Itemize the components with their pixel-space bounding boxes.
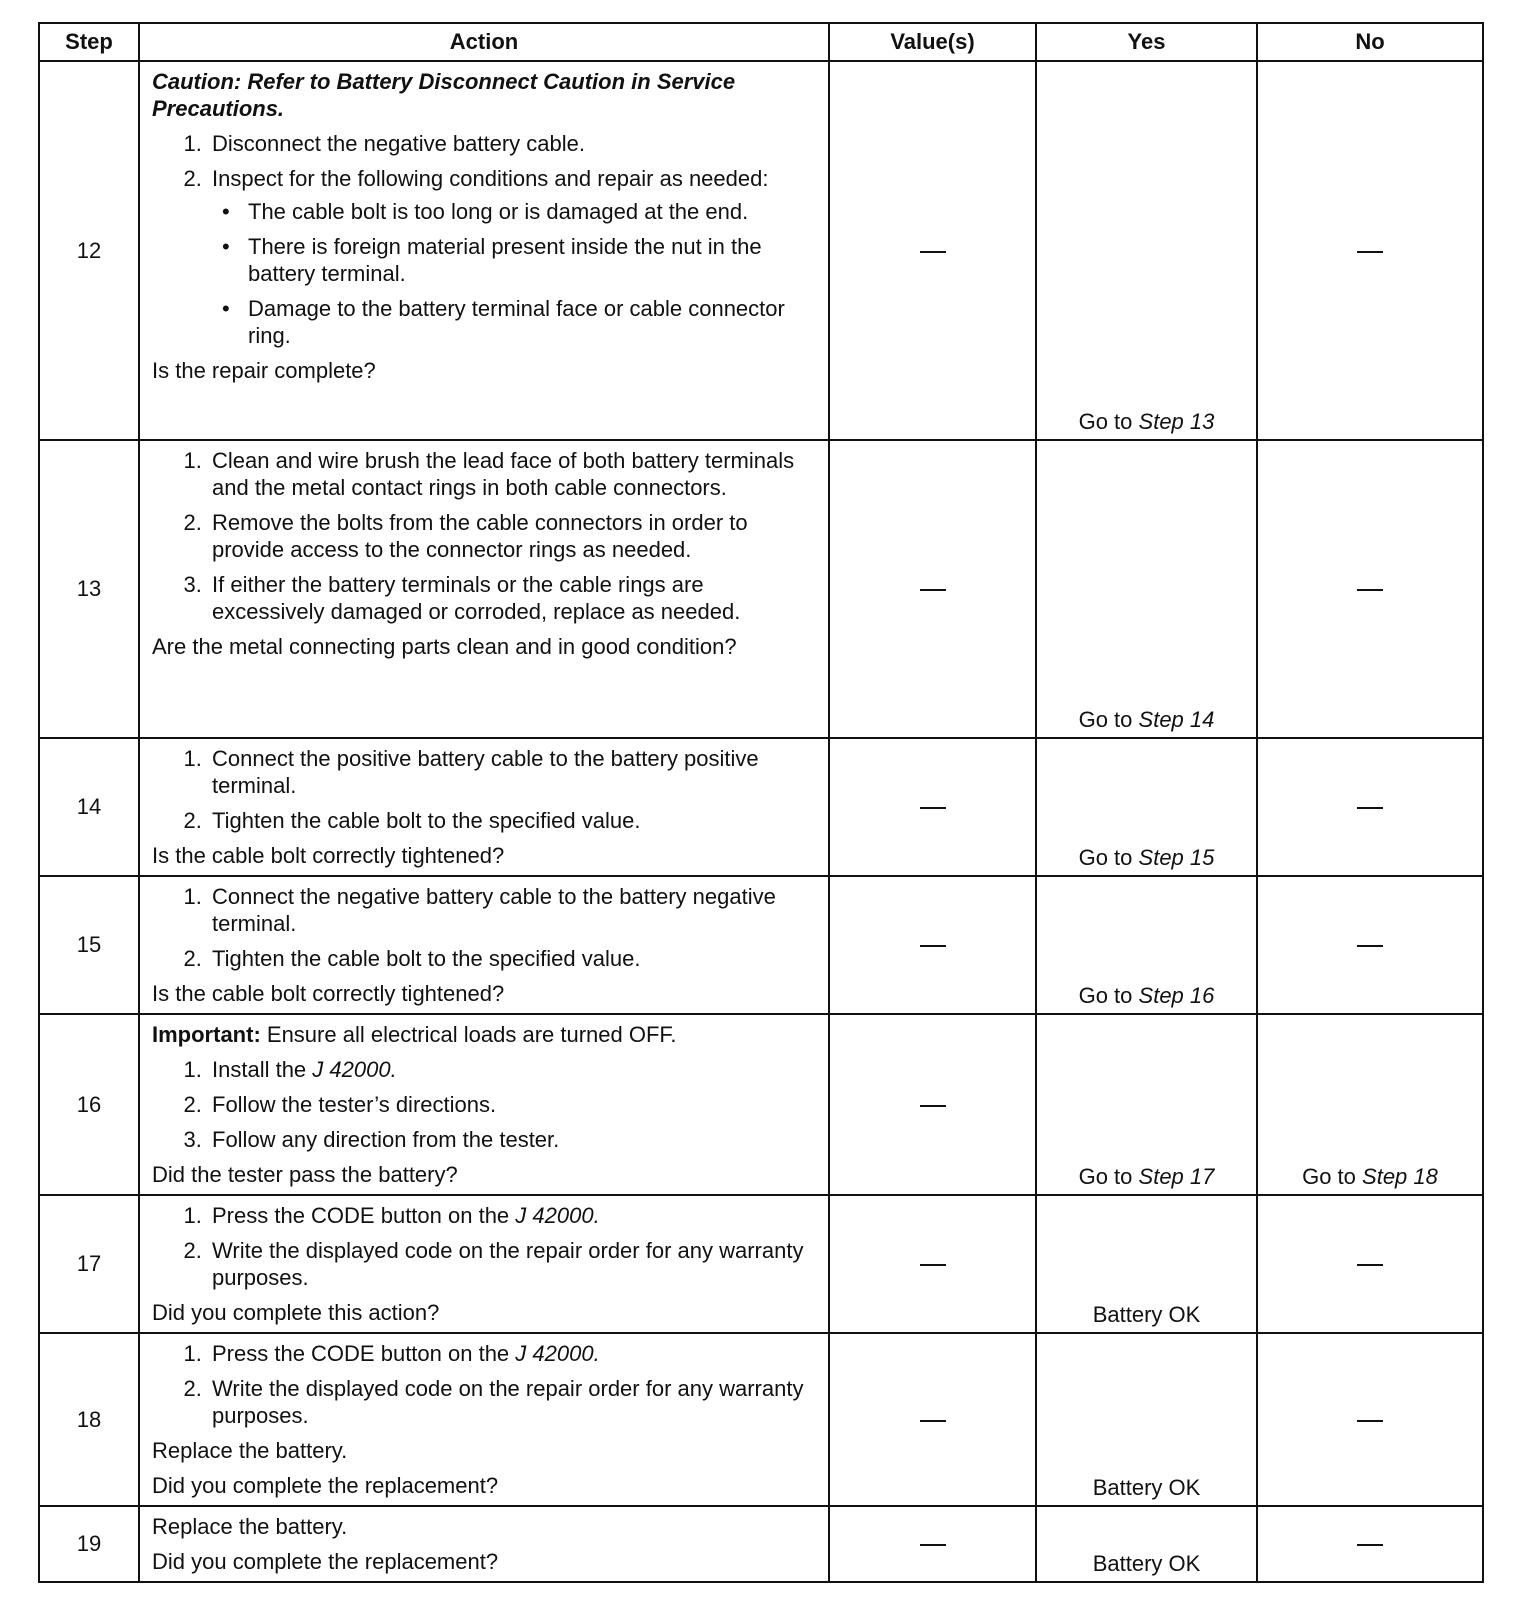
question: Did the tester pass the battery? xyxy=(152,1162,458,1187)
caution-note: Caution: Refer to Battery Disconnect Caution in Service Precautions. xyxy=(152,69,736,121)
action-cell xyxy=(139,440,829,738)
important-label: Important: xyxy=(152,1022,261,1047)
tool-name: J 42000. xyxy=(312,1057,397,1082)
result-text: Battery OK xyxy=(1092,1475,1201,1500)
header-values: Value(s) xyxy=(829,23,1036,61)
action-item: 2. Tighten the cable bolt to the specified value. xyxy=(208,945,818,972)
step-word: Step xyxy=(1138,1164,1184,1189)
dash-mark xyxy=(920,1264,946,1266)
dash-mark xyxy=(920,1105,946,1107)
action-cell xyxy=(139,1014,829,1195)
question: Did you complete the replacement? xyxy=(152,1473,499,1498)
yes-cell xyxy=(1036,1506,1257,1582)
dash-mark xyxy=(920,807,946,809)
question: Is the cable bolt correctly tightened? xyxy=(152,981,505,1006)
action-item xyxy=(208,1340,818,1367)
goto-step: 17 xyxy=(1189,1164,1215,1189)
yes-cell xyxy=(1036,1014,1257,1195)
action-item: 2. Remove the bolts from the cable connectors in order to provide access to the connector rings as needed. xyxy=(208,509,818,563)
step-number: 19 xyxy=(39,1506,139,1582)
header-no: No xyxy=(1257,23,1483,61)
action-item: 1. Connect the positive battery cable to the battery positive terminal. xyxy=(208,745,818,799)
yes-cell xyxy=(1036,61,1257,440)
step-number: 17 xyxy=(39,1195,139,1333)
action-item: 3. Follow any direction from the tester. xyxy=(208,1126,818,1153)
no-cell xyxy=(1257,61,1483,440)
table-row-step-19 xyxy=(39,1506,1483,1582)
action-item-text: Inspect for the following conditions and repair as needed: xyxy=(212,166,769,191)
action-item-text: Install the xyxy=(212,1057,307,1082)
step-number: 12 xyxy=(39,61,139,440)
value-cell xyxy=(829,738,1036,876)
table-row-step-18 xyxy=(39,1333,1483,1506)
value-cell xyxy=(829,440,1036,738)
goto-step: 16 xyxy=(1189,983,1215,1008)
step-number: 14 xyxy=(39,738,139,876)
question: Did you complete this action? xyxy=(152,1300,440,1325)
table-row-step-17 xyxy=(39,1195,1483,1333)
dash-mark xyxy=(1357,807,1383,809)
table-row-step-14 xyxy=(39,738,1483,876)
action-line: Replace the battery. xyxy=(152,1438,348,1463)
goto-text: Go to xyxy=(1078,1164,1133,1189)
no-cell xyxy=(1257,876,1483,1014)
action-list xyxy=(152,883,818,972)
goto-text: Go to xyxy=(1302,1164,1356,1189)
no-cell xyxy=(1257,440,1483,738)
goto-text: Go to xyxy=(1078,983,1133,1008)
action-item xyxy=(208,165,818,349)
header-row xyxy=(39,23,1483,61)
action-item-text: Press the CODE button on the xyxy=(212,1203,510,1228)
table-row-step-15 xyxy=(39,876,1483,1014)
action-item: 1. Clean and wire brush the lead face of both battery terminals and the metal contact rings in both cable connectors. xyxy=(208,447,818,501)
action-cell xyxy=(139,1506,829,1582)
no-cell xyxy=(1257,1506,1483,1582)
no-cell xyxy=(1257,1333,1483,1506)
action-line: Replace the battery. xyxy=(152,1514,348,1539)
header-action: Action xyxy=(139,23,829,61)
dash-mark xyxy=(1357,251,1383,253)
result-text: Battery OK xyxy=(1092,1302,1201,1327)
table-row-step-13 xyxy=(39,440,1483,738)
action-item: 1. Disconnect the negative battery cable. xyxy=(208,130,818,157)
value-cell xyxy=(829,1014,1036,1195)
table-row-step-12 xyxy=(39,61,1483,440)
table-row-step-16 xyxy=(39,1014,1483,1195)
step-word: Step xyxy=(1138,409,1184,434)
yes-cell xyxy=(1036,738,1257,876)
dash-mark xyxy=(1357,589,1383,591)
action-item: 1. Connect the negative battery cable to the battery negative terminal. xyxy=(208,883,818,937)
question: Is the repair complete? xyxy=(152,358,376,383)
dash-mark xyxy=(1357,1420,1383,1422)
yes-cell xyxy=(1036,1333,1257,1506)
value-cell xyxy=(829,61,1036,440)
tool-name: J 42000. xyxy=(515,1341,600,1366)
yes-cell xyxy=(1036,1195,1257,1333)
header-step: Step xyxy=(39,23,139,61)
condition-item: • Damage to the battery terminal face or cable connector ring. xyxy=(244,295,818,349)
no-cell xyxy=(1257,1014,1483,1195)
value-cell xyxy=(829,876,1036,1014)
action-list xyxy=(152,1202,818,1291)
goto-step: 15 xyxy=(1189,845,1215,870)
step-word: Step xyxy=(1138,983,1184,1008)
diagnostic-table-page xyxy=(38,22,1482,1583)
action-list xyxy=(152,447,818,625)
dash-mark xyxy=(920,251,946,253)
step-number: 16 xyxy=(39,1014,139,1195)
step-number: 18 xyxy=(39,1333,139,1506)
step-number: 13 xyxy=(39,440,139,738)
action-item: 2. Tighten the cable bolt to the specified value. xyxy=(208,807,818,834)
step-word: Step xyxy=(1138,845,1184,870)
goto-text: Go to xyxy=(1078,845,1133,870)
action-item: 2. Write the displayed code on the repair order for any warranty purposes. xyxy=(208,1375,818,1429)
dash-mark xyxy=(920,1544,946,1546)
goto-text: Go to xyxy=(1078,409,1133,434)
no-cell xyxy=(1257,738,1483,876)
value-cell xyxy=(829,1506,1036,1582)
action-item-text: Press the CODE button on the xyxy=(212,1341,510,1366)
question: Did you complete the replacement? xyxy=(152,1549,499,1574)
action-list xyxy=(152,745,818,834)
step-word: Step xyxy=(1362,1164,1408,1189)
action-cell xyxy=(139,61,829,440)
tool-name: J 42000. xyxy=(515,1203,600,1228)
yes-cell xyxy=(1036,440,1257,738)
action-item: 3. If either the battery terminals or the cable rings are excessively damaged or corroded, replace as needed. xyxy=(208,571,818,625)
goto-text: Go to xyxy=(1078,707,1133,732)
condition-list xyxy=(212,198,818,349)
dash-mark xyxy=(920,589,946,591)
question: Is the cable bolt correctly tightened? xyxy=(152,843,505,868)
dash-mark xyxy=(1357,1264,1383,1266)
step-word: Step xyxy=(1138,707,1184,732)
action-cell xyxy=(139,876,829,1014)
action-cell xyxy=(139,738,829,876)
action-list xyxy=(152,130,818,349)
dash-mark xyxy=(1357,1544,1383,1546)
question: Are the metal connecting parts clean and in good condition? xyxy=(152,634,737,659)
header-yes: Yes xyxy=(1036,23,1257,61)
important-text: Ensure all electrical loads are turned OFF. xyxy=(266,1022,677,1047)
action-list xyxy=(152,1340,818,1429)
no-cell xyxy=(1257,1195,1483,1333)
dash-mark xyxy=(920,1420,946,1422)
important-note xyxy=(152,1021,818,1048)
goto-step: 18 xyxy=(1413,1164,1438,1189)
condition-item: • The cable bolt is too long or is damaged at the end. xyxy=(244,198,818,225)
action-list xyxy=(152,1056,818,1153)
condition-item: • There is foreign material present inside the nut in the battery terminal. xyxy=(244,233,818,287)
action-cell xyxy=(139,1195,829,1333)
action-item xyxy=(208,1202,818,1229)
dash-mark xyxy=(1357,945,1383,947)
value-cell xyxy=(829,1333,1036,1506)
action-item: 2. Follow the tester’s directions. xyxy=(208,1091,818,1118)
action-item xyxy=(208,1056,818,1083)
diagnostic-table xyxy=(38,22,1484,1583)
dash-mark xyxy=(920,945,946,947)
yes-cell xyxy=(1036,876,1257,1014)
goto-step: 14 xyxy=(1189,707,1215,732)
action-cell xyxy=(139,1333,829,1506)
value-cell xyxy=(829,1195,1036,1333)
action-item: 2. Write the displayed code on the repair order for any warranty purposes. xyxy=(208,1237,818,1291)
result-text: Battery OK xyxy=(1092,1551,1201,1576)
goto-step: 13 xyxy=(1189,409,1215,434)
step-number: 15 xyxy=(39,876,139,1014)
